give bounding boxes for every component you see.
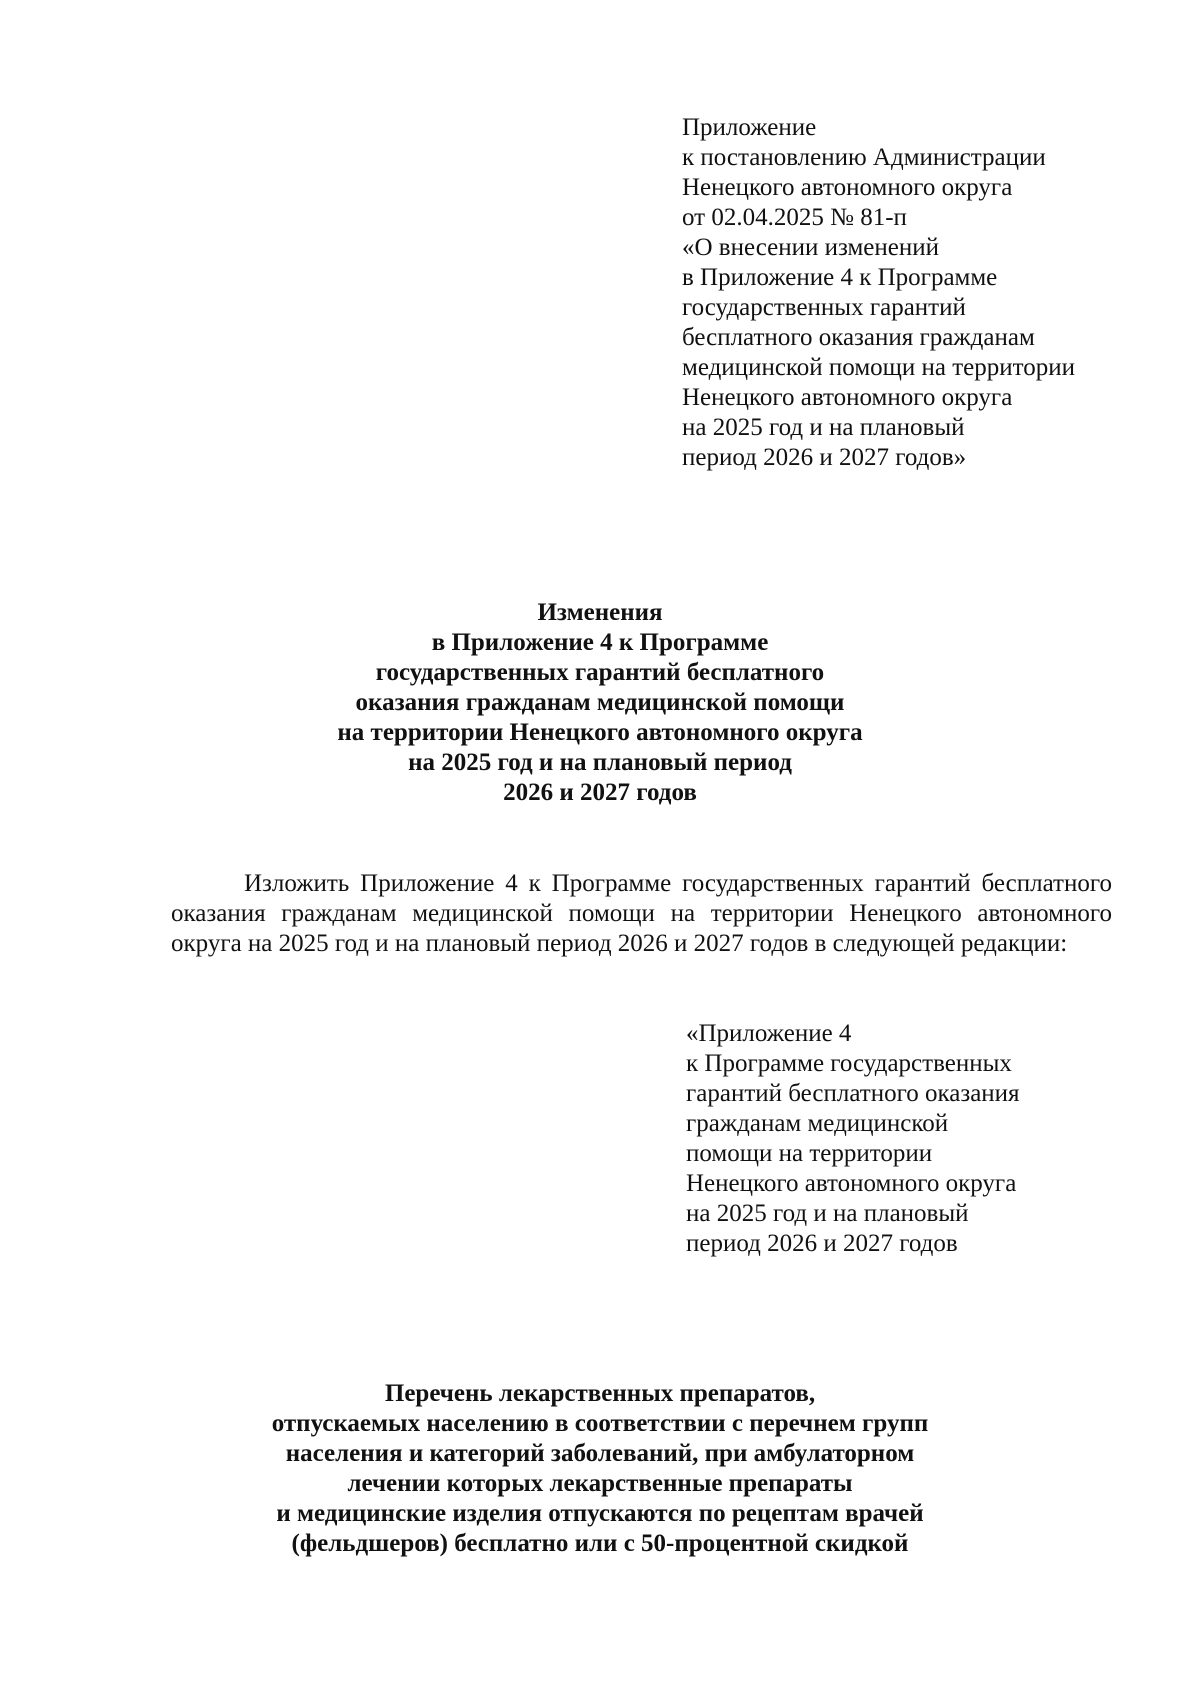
changes-title-line: оказания гражданам медицинской помощи [355,689,845,716]
approval-line: государственных гарантий [682,294,966,321]
approval-line: Ненецкого автономного округа [682,384,1013,411]
approval-line: медицинской помощи на территории [682,354,1076,381]
approval-line: на 2025 год и на плановый [682,414,965,441]
appendix-line: гарантий бесплатного оказания [686,1080,1020,1107]
approval-line: от 02.04.2025 № 81-п [682,204,907,231]
list-title-line: населения и категорий заболеваний, при амбулаторном [285,1440,915,1467]
approval-line: бесплатного оказания гражданам [682,324,1035,351]
approval-line: к постановлению Администрации [682,144,1046,171]
changes-title-line: государственных гарантий бесплатного [375,659,825,686]
appendix-line: помощи на территории [686,1140,933,1167]
changes-title-line: 2026 и 2027 годов [503,779,697,806]
list-title-line: Перечень лекарственных препаратов, [384,1380,816,1407]
list-title-line: лечении которых лекарственные препараты [347,1470,853,1497]
changes-title [0,598,1200,808]
list-title [0,1379,1200,1559]
changes-title-line: на 2025 год и на плановый период [408,749,792,776]
approval-block [682,113,1075,473]
approval-line: Ненецкого автономного округа [682,174,1013,201]
approval-line: период 2026 и 2027 годов» [682,444,967,471]
appendix-line: период 2026 и 2027 годов [686,1230,958,1257]
appendix-block [686,1019,1020,1259]
appendix-line: Ненецкого автономного округа [686,1170,1017,1197]
changes-title-line: на территории Ненецкого автономного округа [337,719,863,746]
body-paragraph: Изложить Приложение 4 к Программе государственных гарантий бесплатного оказания гражданам медицинской помощи на территории Ненецкого автономного округа на 2025 год и на плановый период 2026 и 2027 годов в следующей редакции: [171,870,1112,957]
list-title-line: (фельдшеров) бесплатно или с 50-процентной скидкой [291,1530,909,1557]
changes-title-line: Изменения [537,599,663,626]
approval-line: «О внесении изменений [682,234,940,261]
appendix-line: на 2025 год и на плановый [686,1200,969,1227]
changes-title-line: в Приложение 4 к Программе [431,629,769,656]
appendix-line: «Приложение 4 [686,1020,852,1047]
list-title-line: отпускаемых населению в соответствии с перечнем групп [271,1410,929,1437]
appendix-line: гражданам медицинской [686,1110,949,1137]
approval-line: Приложение [682,114,817,141]
approval-line: в Приложение 4 к Программе [682,264,998,291]
appendix-line: к Программе государственных [686,1050,1012,1077]
list-title-line: и медицинские изделия отпускаются по рецептам врачей [276,1500,924,1527]
